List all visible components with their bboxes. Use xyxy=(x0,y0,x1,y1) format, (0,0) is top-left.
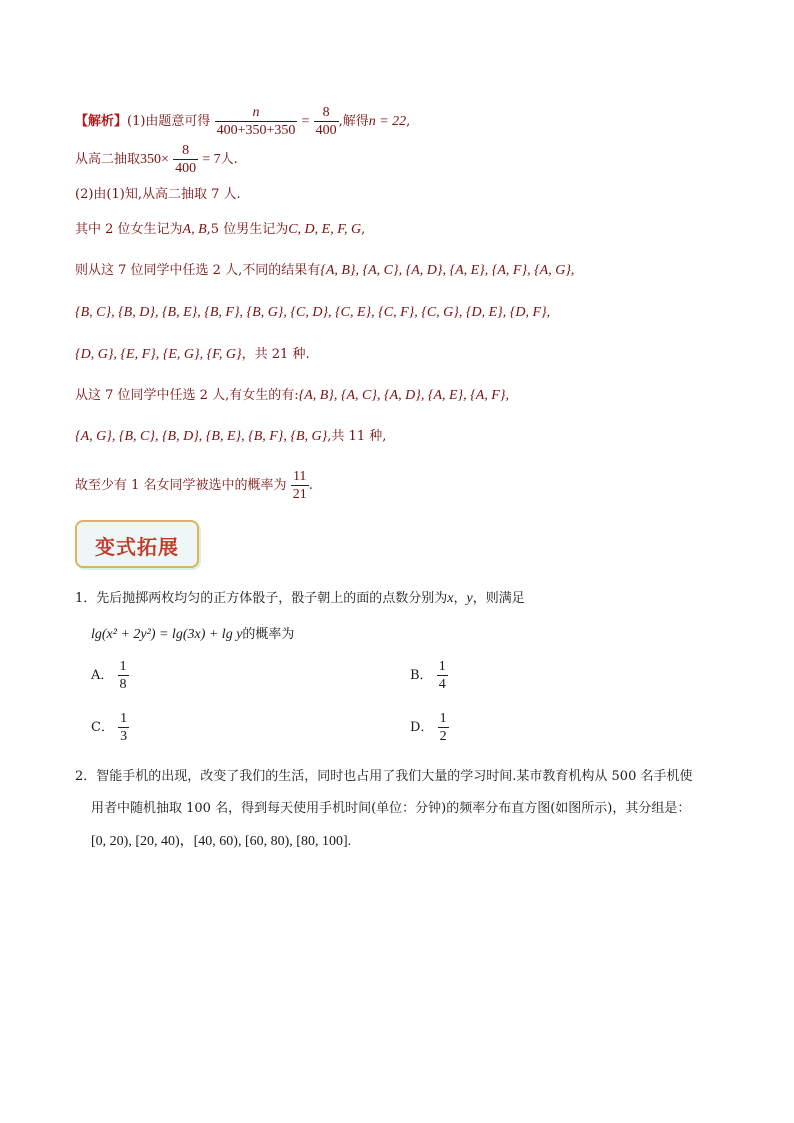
q2-line-3: [0, 20), [20, 40)，[40, 60), [60, 80), [80, 100]. xyxy=(91,834,352,849)
q1-line-2: lg(x² + 2y²) = lg(3x) + lg y的概率为 xyxy=(91,627,295,642)
fraction: $\frac{1}{4}$ xyxy=(438,659,446,692)
fraction: $\frac{n}{400+350+350}$ xyxy=(216,105,296,138)
fraction: $\frac{8}{400}$ xyxy=(315,105,337,138)
analysis-line-5: 则从这 7 位同学中任选 2 人,不同的结果有{A, B}, {A, C}, {A, D}, {A, E}, {A, F}, {A, G}, xyxy=(75,263,575,278)
analysis-line-3: (2)由(1)知,从高二抽取 7 人. xyxy=(75,187,241,202)
analysis-line-4: 其中 2 位女生记为A, B,5 位男生记为C, D, E, F, G, xyxy=(75,222,366,237)
q1-option-b[interactable]: B． $\frac{1}{4}$ xyxy=(410,659,446,692)
analysis-line-10: 故至少有 1 名女同学被选中的概率为 $\frac{11}{21}$ . xyxy=(75,469,313,502)
fraction: $\frac{1}{2}$ xyxy=(439,711,447,744)
section-title: 变式拓展 xyxy=(95,535,179,559)
q1-option-d[interactable]: D． $\frac{1}{2}$ xyxy=(410,711,447,744)
fraction: $\frac{11}{21}$ xyxy=(292,469,307,502)
analysis-line-6: {B, C}, {B, D}, {B, E}, {B, F}, {B, G}, {C, D}, {C, E}, {C, F}, {C, G}, {D, E}, {D, F}, xyxy=(75,305,551,320)
analysis-line-9: {A, G}, {B, C}, {B, D}, {B, E}, {B, F}, {B, G},共 11 种, xyxy=(75,429,387,444)
q1-option-a[interactable]: A． $\frac{1}{8}$ xyxy=(91,659,127,692)
fraction: $\frac{8}{400}$ xyxy=(175,143,197,176)
q2-line-2: 用者中随机抽取 100 名，得到每天使用手机时间(单位：分钟)的频率分布直方图(如图所示)，其分组是： xyxy=(91,801,691,816)
analysis-tag: 【解析】 xyxy=(75,114,128,129)
q1-option-c[interactable]: C． $\frac{1}{3}$ xyxy=(91,711,128,744)
analysis-line-8: 从这 7 位同学中任选 2 人,有女生的有:{A, B}, {A, C}, {A, D}, {A, E}, {A, F}, xyxy=(75,388,509,403)
section-header xyxy=(75,520,199,568)
q2-line-1: 2．智能手机的出现，改变了我们的生活，同时也占用了我们大量的学习时间.某市教育机构从 500 名手机使 xyxy=(75,769,693,784)
q1-line-1: 1．先后抛掷两枚均匀的正方体骰子，骰子朝上的面的点数分别为x，y，则满足 xyxy=(75,591,525,606)
fraction: $\frac{1}{3}$ xyxy=(120,711,128,744)
fraction: $\frac{1}{8}$ xyxy=(119,659,127,692)
analysis-line-7: {D, G}, {E, F}, {E, G}, {F, G}，共 21 种. xyxy=(75,347,310,362)
analysis-line-1: 【解析】(1)由题意可得 $\frac{n}{400+350+350}$ = $\frac{8}{400}$ ,解得n = 22, xyxy=(75,105,411,138)
analysis-line-2: 从高二抽取350× $\frac{8}{400}$ = 7人. xyxy=(75,143,238,176)
